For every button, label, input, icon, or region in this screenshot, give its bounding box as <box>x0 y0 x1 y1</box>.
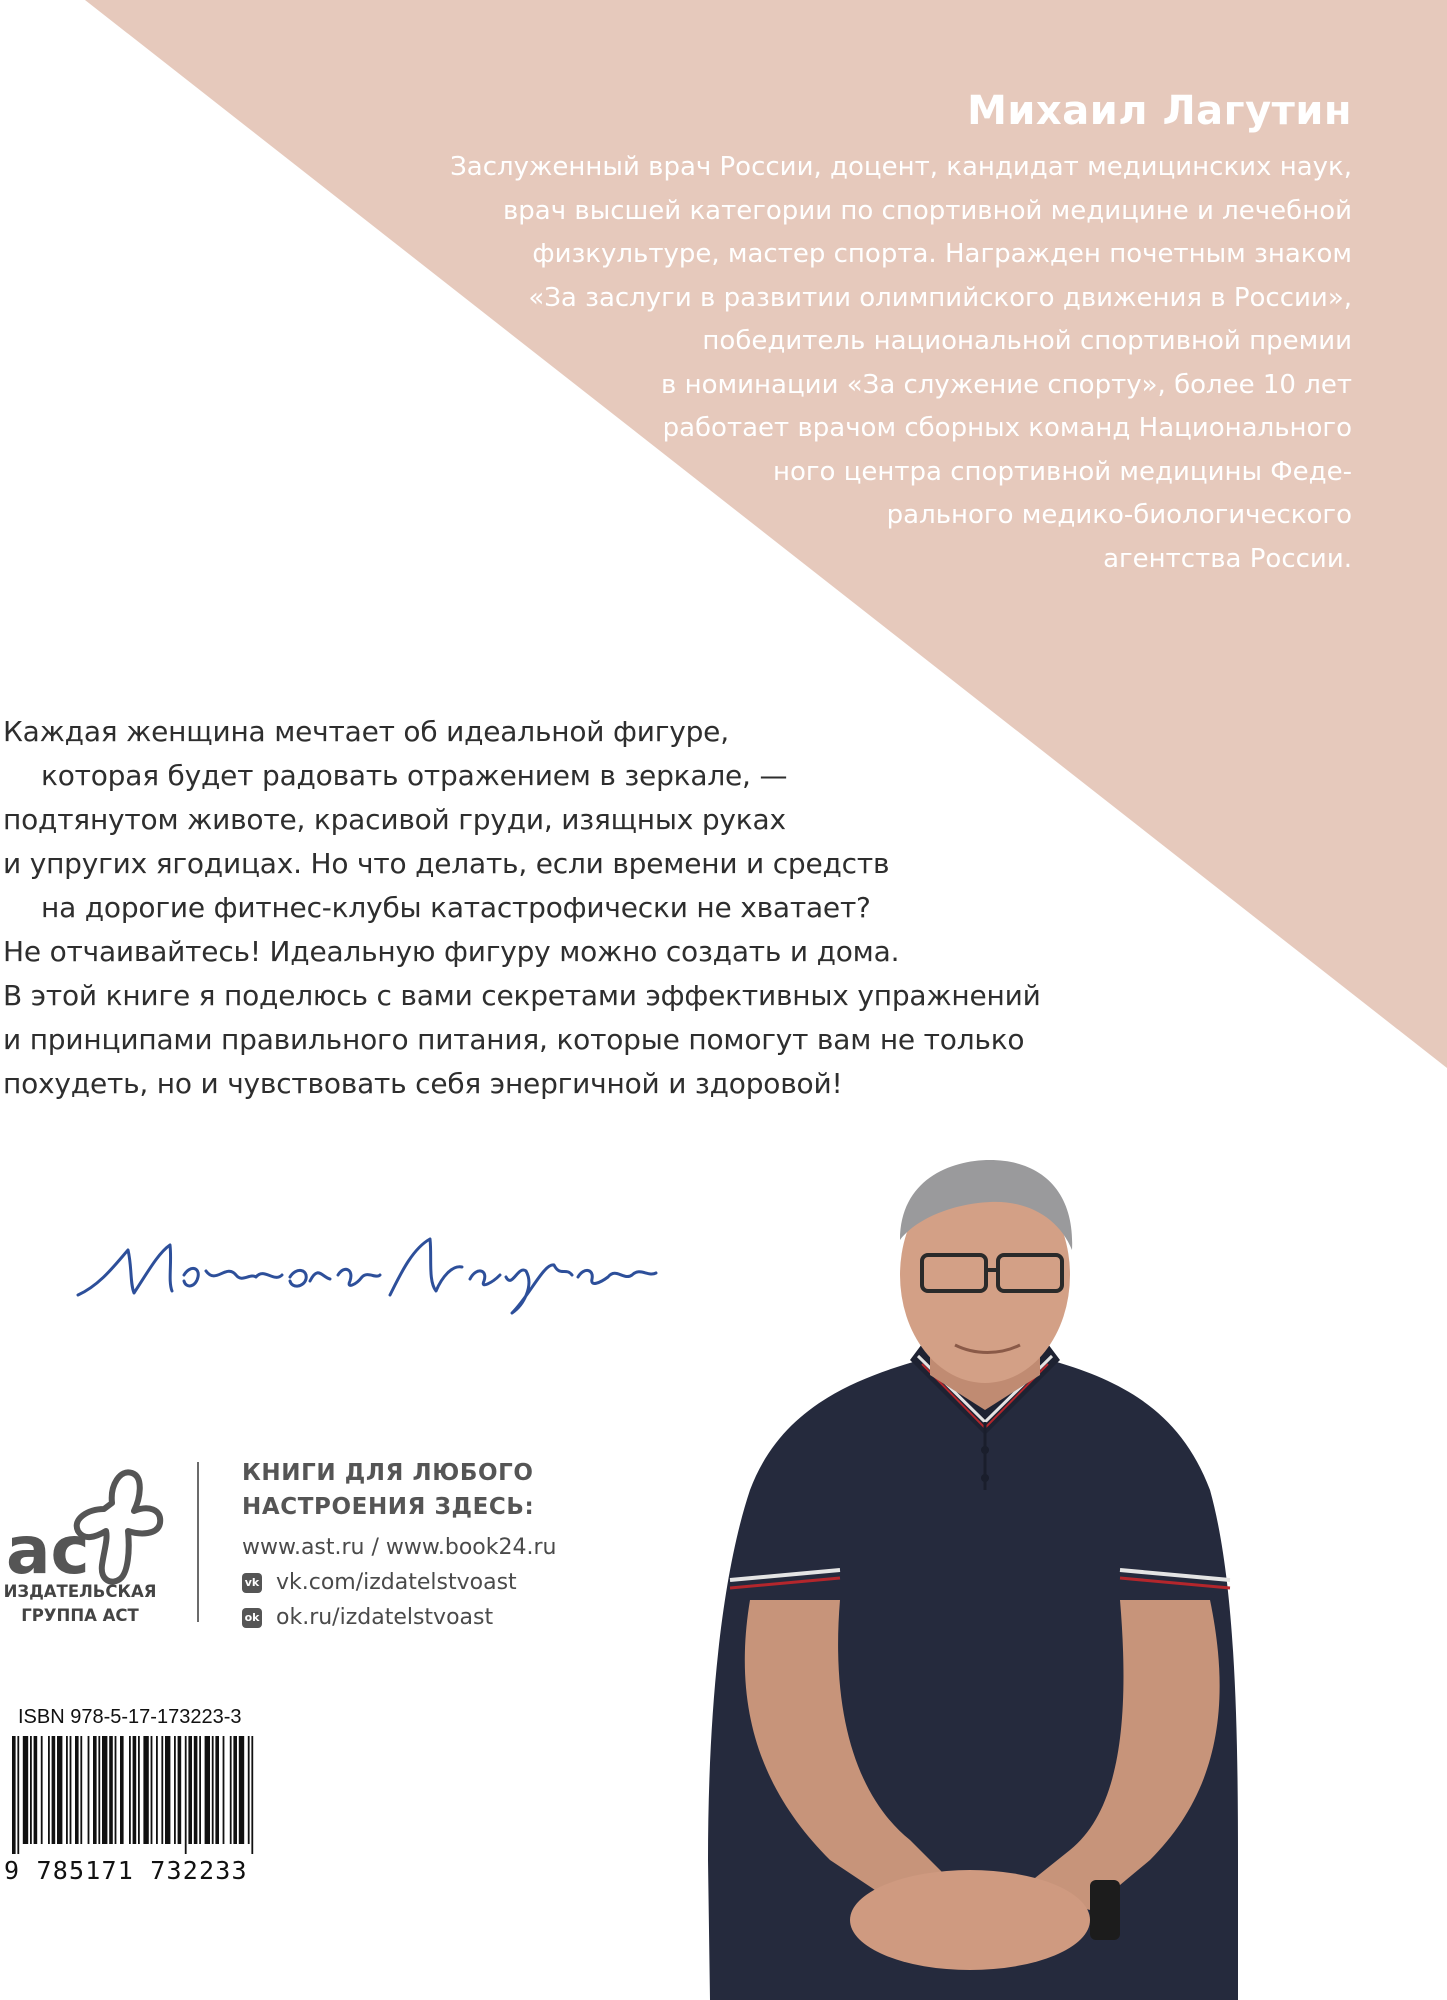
bio-line: ного центра спортивной медицины Феде- <box>772 456 1352 487</box>
barcode-digits: 9 785171 732233 <box>4 1856 248 1885</box>
barcode-bar <box>143 1736 148 1844</box>
bio-line: врач высшей категории по спортивной медицине и лечебной <box>502 195 1352 226</box>
barcode-bar <box>48 1736 50 1844</box>
barcode-bar <box>188 1736 192 1844</box>
barcode-bar <box>88 1736 90 1844</box>
barcode-bar <box>215 1736 219 1844</box>
barcode-bar <box>52 1736 56 1844</box>
vk-link[interactable] <box>242 1565 556 1600</box>
barcode-bar <box>109 1736 113 1844</box>
author-bio <box>352 88 1352 581</box>
publisher-caption <box>0 1580 160 1628</box>
slogan-line2: НАСТРОЕНИЯ ЗДЕСЬ: <box>242 1494 535 1520</box>
vk-icon: vk <box>242 1573 262 1593</box>
barcode-bar <box>120 1736 124 1844</box>
barcode-bar <box>239 1736 244 1844</box>
barcode-bar <box>80 1736 82 1844</box>
barcode-bar <box>230 1736 232 1844</box>
publisher-caption-line2: ГРУППА АСТ <box>21 1606 139 1625</box>
barcode-bar <box>12 1736 16 1854</box>
barcode-bar <box>165 1736 170 1844</box>
blurb-line: которая будет радовать отражением в зеркале, — <box>41 759 788 792</box>
barcode-bar <box>133 1736 137 1844</box>
bio-line: физкультуре, мастер спорта. Награжден почетным знаком <box>532 239 1352 269</box>
isbn-label: ISBN 978-5-17-173223-3 <box>18 1706 242 1728</box>
websites-text: www.ast.ru / www.book24.ru <box>242 1535 557 1560</box>
barcode-bar <box>34 1736 38 1844</box>
blurb-line: на дорогие фитнес-клубы катастрофически не хватает? <box>41 891 871 924</box>
barcode-bar <box>66 1736 68 1844</box>
bio-line: рального медико-биологического <box>886 500 1352 530</box>
barcode-bar <box>102 1736 107 1844</box>
vk-url: vk.com/izdatelstvoast <box>276 1570 517 1595</box>
author-name: Михаил Лагутин <box>967 88 1352 134</box>
barcode-bar <box>205 1736 210 1844</box>
barcode-bar <box>156 1736 158 1844</box>
barcode-bar <box>98 1736 100 1844</box>
barcode-bar <box>151 1736 153 1844</box>
publisher-links <box>242 1456 556 1635</box>
barcode-bar <box>161 1736 163 1844</box>
barcode-bar <box>233 1736 237 1844</box>
author-portrait-icon <box>690 1160 1250 2000</box>
bio-line: «За заслуги в развитии олимпийского движения в России», <box>528 282 1352 313</box>
blurb-line: подтянутом животе, красивой груди, изящных руках <box>3 803 786 836</box>
barcode-bar <box>199 1736 201 1844</box>
barcode-bar <box>138 1736 140 1844</box>
book-blurb <box>3 710 1041 1106</box>
barcode-bar <box>212 1736 214 1844</box>
barcode-bar <box>178 1736 182 1844</box>
barcode-bar <box>115 1736 117 1844</box>
barcode-bar <box>129 1736 131 1844</box>
ok-url: ok.ru/izdatelstvoast <box>276 1605 494 1630</box>
barcode-bar <box>30 1736 32 1844</box>
barcode-bar <box>185 1736 187 1854</box>
barcode-bar <box>248 1736 250 1844</box>
barcode-bar <box>75 1736 79 1844</box>
barcode-bar <box>251 1736 253 1854</box>
barcode-bar <box>194 1736 198 1844</box>
blurb-line: Каждая женщина мечтает об идеальной фигуре, <box>3 715 729 748</box>
handwritten-signature-icon <box>60 1205 700 1325</box>
bio-line: в номинации «За служение спорту», более 10 лет <box>661 369 1352 400</box>
barcode-bar <box>41 1736 43 1844</box>
bio-line: Заслуженный врач России, доцент, кандидат медицинских наук, <box>450 152 1352 182</box>
bio-line: победитель национальной спортивной премии <box>702 326 1352 356</box>
barcode-bar <box>23 1736 28 1844</box>
barcode-bar <box>70 1736 72 1844</box>
slogan-line1: КНИГИ ДЛЯ ЛЮБОГО <box>242 1460 534 1486</box>
ok-icon: ok <box>242 1608 262 1628</box>
blurb-line: похудеть, но и чувствовать себя энергичной и здоровой! <box>3 1067 843 1100</box>
blurb-line: В этой книге я поделюсь с вами секретами эффективных упражнений <box>3 979 1041 1012</box>
barcode-bar <box>223 1736 225 1844</box>
svg-text:ac: ac <box>6 1512 90 1589</box>
publisher-caption-line1: ИЗДАТЕЛЬСКАЯ <box>3 1582 157 1601</box>
barcode-bar <box>17 1736 19 1854</box>
vertical-divider <box>197 1462 199 1622</box>
websites-link[interactable] <box>242 1530 556 1565</box>
blurb-line: Не отчаивайтесь! Идеальную фигуру можно создать и дома. <box>3 935 900 968</box>
bio-line: агентства России. <box>1103 543 1352 574</box>
bio-line: работает врачом сборных команд Национального <box>662 413 1352 443</box>
barcode-bar <box>174 1736 176 1844</box>
blurb-line: и упругих ягодицах. Но что делать, если времени и средств <box>3 847 890 880</box>
barcode-bar <box>93 1736 97 1844</box>
barcode-bar <box>57 1736 62 1844</box>
barcode-icon <box>10 1736 260 1854</box>
ok-link[interactable] <box>242 1600 556 1635</box>
blurb-line: и принципами правильного питания, которые помогут вам не только <box>3 1023 1025 1056</box>
